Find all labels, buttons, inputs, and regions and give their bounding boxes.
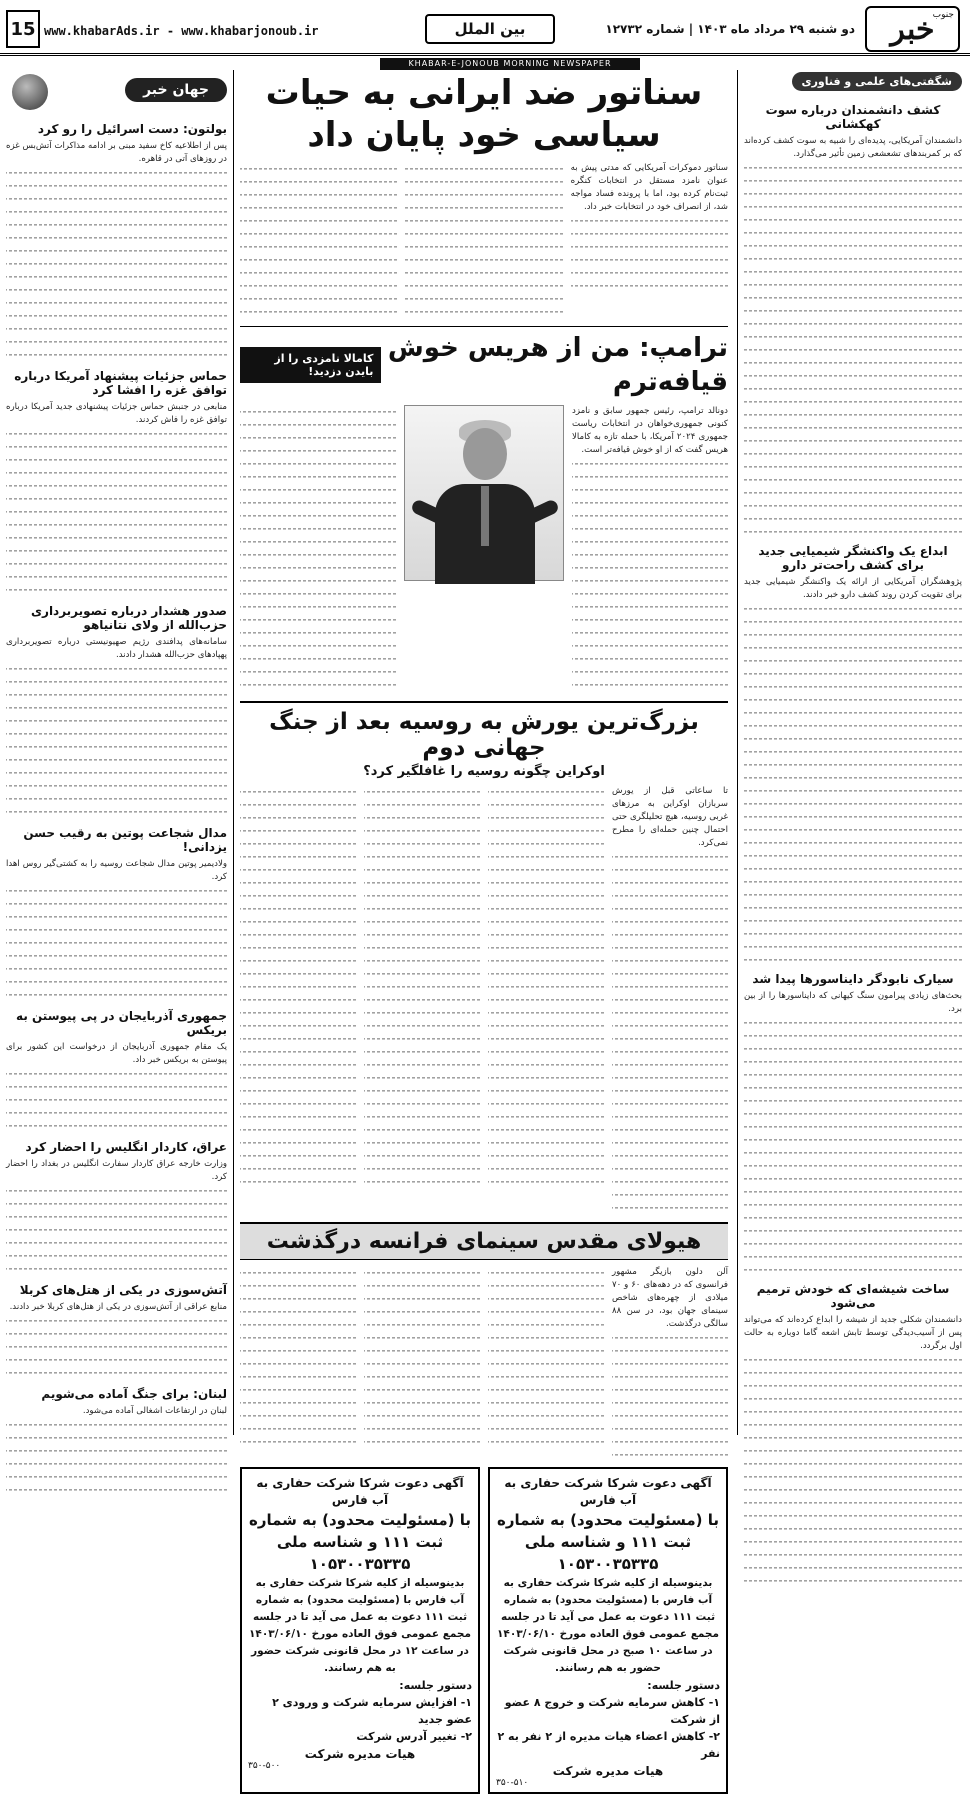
news-title: صدور هشدار درباره تصویربرداری حزب‌الله از ولای نتانیاهو: [31, 604, 227, 632]
news-lead: یک مقام جمهوری آذربایجان از درخواست این کشور برای پیوستن به بریکس خبر داد.: [6, 1042, 227, 1065]
news-title: آتش‌سوزی در یکی از هتل‌های کربلا: [19, 1283, 227, 1297]
news-item: [6, 1140, 227, 1275]
news-title: لبنان: برای جنگ آماده می‌شویم: [41, 1387, 227, 1401]
science-article: [744, 972, 962, 1276]
trump-headline: ترامپ: من از هریس خوش قیافه‌ترم: [387, 333, 728, 397]
news-lead: لبنان در ارتفاعات اشغالی آماده می‌شود.: [82, 1406, 227, 1416]
article-lead: دانشمندان آمریکایی، پدیده‌ای را شبیه به سوت کشف کرده‌اند که بر کمربندهای تشعشعی زمین تأثیر می‌گذارد.: [744, 136, 962, 159]
world-news-label: جهان خبر: [125, 78, 227, 102]
ad-agenda-title: دستور جلسه:: [399, 1679, 472, 1692]
ad-body: بدینوسیله از کلیه شرکا شرکت حفاری به آب فارس با (مسئولیت محدود) به شماره ثبت ۱۱۱ دعوت به عمل می آید تا در جلسه مجمع عمومی فوق العاده مورخ ۱۴۰۳/۰۶/۱۰ در ساعت ۱۰ صبح در محل قانونی شرکت حضور به هم رسانند.: [497, 1577, 719, 1674]
news-lead: پس از اطلاعیه کاخ سفید مبنی بر ادامه مذاکرات آتش‌بس غزه در روزهای آتی در قاهره.: [6, 141, 227, 164]
ad-company-id: با (مسئولیت محدود) به شماره ثبت ۱۱۱ و شناسه ملی ۱۰۵۳۰۰۳۵۳۳۵: [496, 1511, 720, 1573]
news-item: [6, 1387, 227, 1496]
news-lead: ولادیمیر پوتین مدال شجاعت روسیه را به کشتی‌گیر روس اهدا کرد.: [6, 859, 227, 882]
article-title: ابداع یک واکنشگر شیمیایی جدید برای کشف راحت‌تر دارو: [758, 544, 948, 572]
classified-ads: [240, 1467, 728, 1794]
science-section-tag: شگفتی‌های علمی و فناوری: [792, 72, 963, 91]
ad-agenda-item: ۲- کاهش اعضاء هیات مدیره از ۲ نفر به ۲ نفر: [497, 1730, 720, 1760]
cinema-story-lead: آلن دلون بازیگر مشهور فرانسوی که در دهه‌های ۶۰ و ۷۰ میلادی از چهره‌های شاخص سینمای جهان بود، در سن ۸۸ سالگی درگذشت.: [612, 1267, 728, 1329]
main-headline: سناتور ضد ایرانی به حیات سیاسی خود پایان داد: [265, 73, 703, 155]
science-article: [744, 103, 962, 538]
article-title: ساخت شیشه‌ای که خودش ترمیم می‌شود: [756, 1282, 950, 1310]
ad-title: آگهی دعوت شرکا شرکت حفاری به آب فارس: [256, 1476, 464, 1507]
ad-body: بدینوسیله از کلیه شرکا شرکت حفاری به آب فارس با (مسئولیت محدود) به شماره ثبت ۱۱۱ دعوت به عمل می آید تا در جلسه مجمع عمومی فوق العاده مورخ ۱۴۰۳/۰۶/۱۰ در ساعت ۱۲ در محل قانونی شرکت حضور به هم رسانند.: [249, 1577, 471, 1674]
newspaper-logo[interactable]: [865, 6, 960, 52]
logo-sub: جنوب: [932, 10, 954, 20]
news-title: جمهوری آذربایجان در پی پیوستن به بریکس: [16, 1009, 227, 1037]
ad-agenda-item: ۱- کاهش سرمایه شرکت و خروج ۸ عضو از شرکت: [504, 1696, 720, 1726]
ad-agenda-title: دستور جلسه:: [647, 1679, 720, 1692]
main-story-lead: سناتور دموکرات آمریکایی که مدتی پیش به عنوان نامزد مستقل در انتخابات کنگره ثبت‌نام کرده بود، اما با پرونده فساد مواجه شد، از انصراف خود در انتخابات خبر داد.: [570, 163, 728, 212]
ukraine-headline: بزرگ‌ترین یورش به روسیه بعد از جنگ جهانی دوم: [240, 701, 728, 761]
article-title: کشف دانشمندان درباره سوت کهکشانی: [765, 103, 941, 131]
news-item: [6, 369, 227, 596]
ad-title: آگهی دعوت شرکا شرکت حفاری به آب فارس: [504, 1476, 712, 1507]
article-lead: پژوهشگران آمریکایی از ارائه یک واکنشگر شیمیایی جدید برای تقویت کردن روند کشف دارو خبر دادند.: [744, 577, 962, 600]
news-lead: وزارت خارجه عراق کاردار سفارت انگلیس در بغداد را احضار کرد.: [6, 1159, 227, 1182]
news-lead: سامانه‌های پدافندی رژیم صهیونیستی درباره تصویربرداری پهپادهای حزب‌الله هشدار دادند.: [6, 637, 227, 660]
world-news-badge: [6, 70, 227, 114]
news-item: [6, 1283, 227, 1379]
science-article: [744, 1282, 962, 1587]
center-column: [240, 70, 728, 1788]
article-lead: دانشمندان شکلی جدید از شیشه را ابداع کرده‌اند که می‌تواند پس از آسیب‌دیدگی توسط تابش اشعه گاما دوباره به حالت اول برگردد.: [744, 1315, 962, 1351]
company-notice-ad: [240, 1467, 480, 1794]
news-lead: منابعی در جنبش حماس جزئیات پیشنهادی جدید آمریکا درباره توافق غزه را فاش کردند.: [6, 402, 227, 425]
trump-story-body: [240, 405, 728, 691]
issue-date: دو شنبه ۲۹ مرداد ماه ۱۴۰۳ | شماره ۱۲۷۳۲: [605, 22, 855, 36]
article-title: سیارک نابودگر دایناسورها پیدا شد: [752, 972, 954, 986]
logo-text: خبر: [890, 11, 935, 47]
section-title: بین الملل: [425, 14, 555, 44]
kamala-subheadline: کامالا نامزدی را از بایدن دزدید!: [240, 347, 381, 383]
page-number: 15: [6, 10, 40, 48]
cinema-story-body: [240, 1266, 728, 1461]
news-lead: منابع عراقی از آتش‌سوزی در یکی از هتل‌های کربلا خبر دادند.: [9, 1302, 227, 1312]
paper-subtitle-bar: KHABAR-E-JONOUB MORNING NEWSPAPER: [380, 58, 640, 70]
globe-icon: [12, 74, 48, 110]
ad-agenda-item: ۲- تغییر آدرس شرکت: [356, 1730, 472, 1743]
ad-code: ۳۵۰-۵۰۰: [248, 1761, 281, 1771]
trump-photo: [404, 405, 564, 581]
ad-agenda-item: ۱- افزایش سرمایه شرکت و ورودی ۲ عضو جدید: [272, 1696, 472, 1726]
article-lead: بحث‌های زیادی پیرامون سنگ کیهانی که دایناسورها را از بین برد.: [744, 991, 962, 1014]
ad-company-id: با (مسئولیت محدود) به شماره ثبت ۱۱۱ و شناسه ملی ۱۰۵۳۰۰۳۵۳۳۵: [248, 1511, 472, 1573]
science-article: [744, 544, 962, 966]
cinema-headline: هیولای مقدس سینمای فرانسه درگذشت: [240, 1222, 728, 1260]
masthead: [0, 0, 970, 56]
world-news-column: [6, 70, 234, 1435]
ad-signature: هیات مدیره شرکت: [304, 1747, 416, 1761]
ukraine-subheadline: اوکراین چگونه روسیه را غافلگیر کرد؟: [363, 764, 605, 779]
science-column: [737, 70, 962, 1435]
news-title: حماس جزئیات پیشنهاد آمریکا درباره توافق غزه را افشا کرد: [14, 369, 227, 397]
news-title: عراق، کاردار انگلیس را احضار کرد: [25, 1140, 227, 1154]
news-item: [6, 122, 227, 361]
company-notice-ad: [488, 1467, 728, 1794]
news-title: مدال شجاعت پوتین به رقیب حسن یزدانی!: [23, 826, 227, 854]
website-urls[interactable]: www.khabarAds.ir - www.khabarjonoub.ir: [44, 24, 319, 38]
ad-code: ۳۵۰-۵۱۰: [496, 1778, 529, 1788]
news-title: بولتون: دست اسرائیل را رو کرد: [37, 122, 227, 136]
main-story-body: [240, 162, 728, 318]
news-item: [6, 604, 227, 818]
ad-signature: هیات مدیره شرکت: [552, 1764, 664, 1778]
trump-story-lead: دونالد ترامپ، رئیس جمهور سابق و نامزد کنونی جمهوری‌خواهان در انتخابات ریاست جمهوری ۲۰۲۴ آمریکا، با حمله تازه به کامالا هریس گفت که از او خوش قیافه‌تر است.: [572, 406, 728, 455]
ukraine-story-body: [240, 785, 728, 1214]
news-item: [6, 826, 227, 1001]
ukraine-story-lead: تا ساعاتی قبل از یورش سربازان اوکراین به مرزهای غربی روسیه، هیچ تحلیلگری حتی احتمال چنین حمله‌ای را مطرح نمی‌کرد.: [612, 786, 728, 848]
news-item: [6, 1009, 227, 1132]
trump-story-header: [240, 326, 728, 399]
